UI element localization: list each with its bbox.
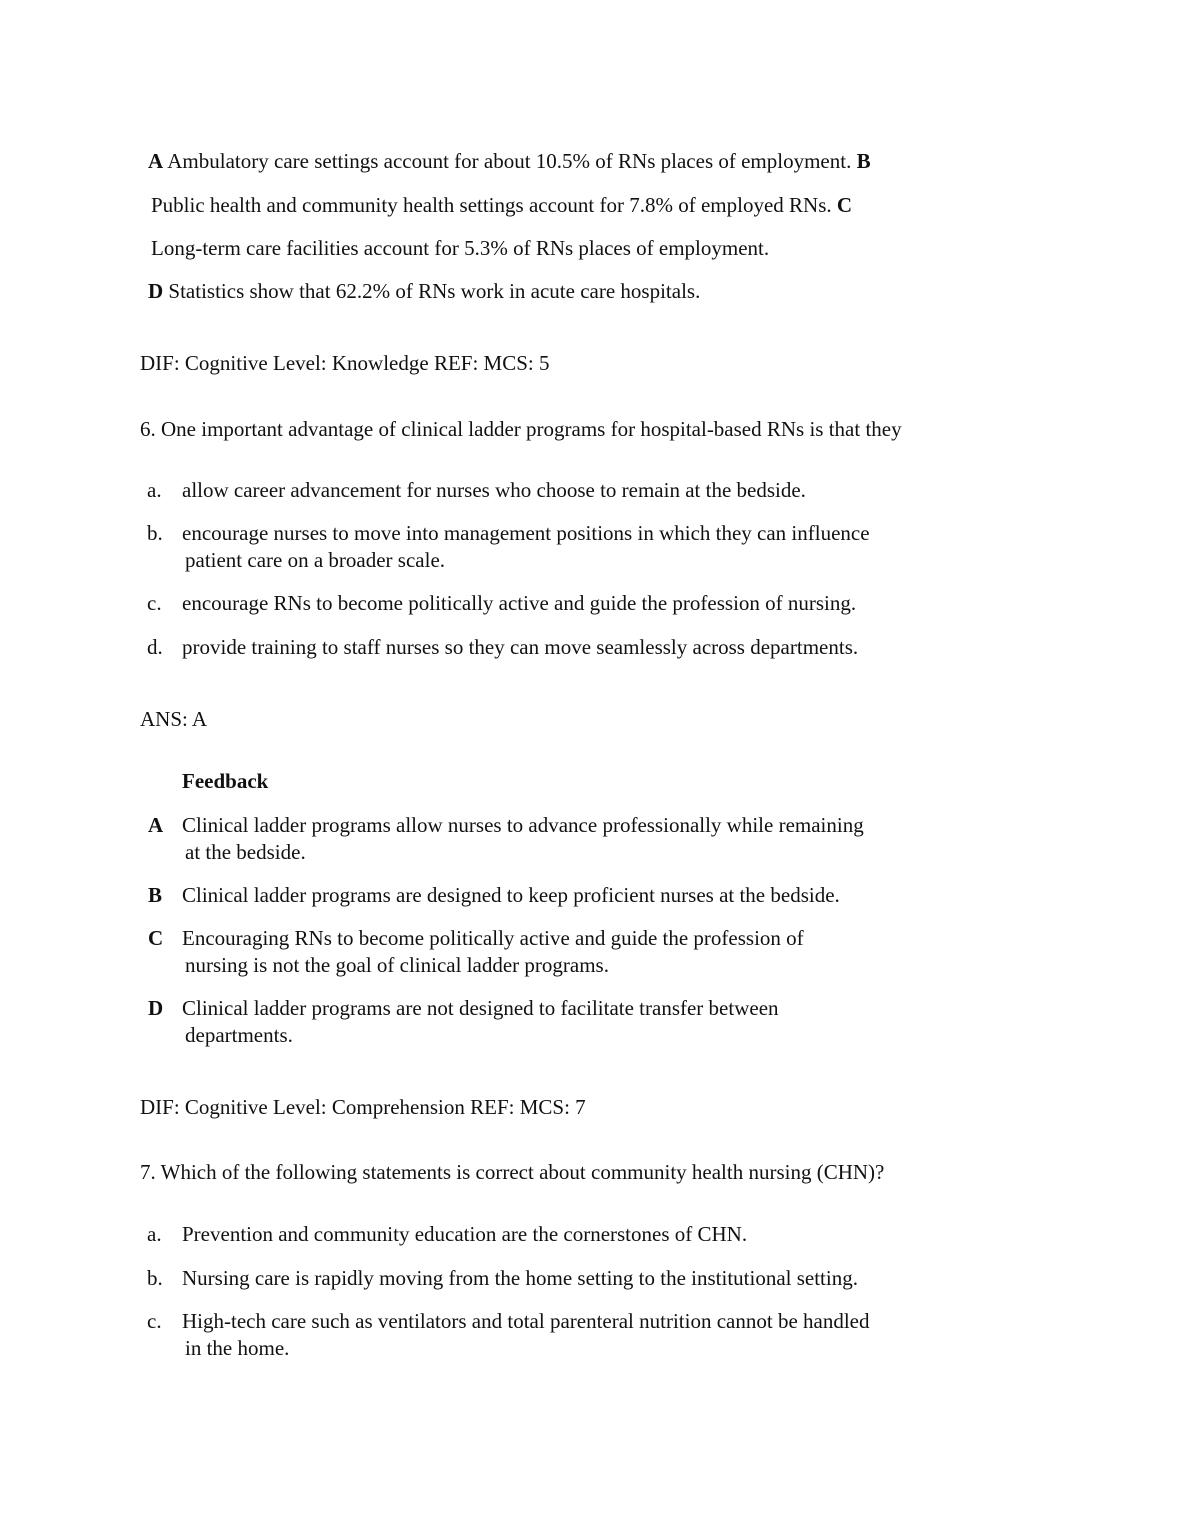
feedback-text: Clinical ladder programs allow nurses to advance professionally while remaining (182, 813, 864, 837)
q6-answer: ANS: A (140, 707, 208, 731)
option-label: a. (147, 1222, 162, 1246)
feedback-text: Encouraging RNs to become politically active and guide the profession of (182, 926, 804, 950)
feedback-label: B (148, 883, 163, 907)
option-label: b. (147, 1266, 163, 1290)
feedback-label: D (148, 996, 164, 1020)
feedback-text: Ambulatory care settings account for about 10.5% of RNs places of employment. (167, 149, 852, 173)
feedback-text-continued: nursing is not the goal of clinical ladder programs. (185, 953, 609, 977)
option-text: High-tech care such as ventilators and total parenteral nutrition cannot be handled (182, 1309, 870, 1333)
feedback-text-continued: departments. (185, 1023, 293, 1047)
q6-meta: DIF: Cognitive Level: Comprehension REF: MCS: 7 (140, 1095, 586, 1119)
feedback-text: Statistics show that 62.2% of RNs work in acute care hospitals. (168, 279, 701, 303)
option-text: allow career advancement for nurses who choose to remain at the bedside. (182, 478, 806, 502)
q6-stem: 6. One important advantage of clinical ladder programs for hospital-based RNs is that they (140, 417, 902, 441)
prev-feedback-line-3 (151, 235, 769, 261)
feedback-letter-b: B (856, 149, 871, 173)
feedback-text: Clinical ladder programs are not designed to facilitate transfer between (182, 996, 779, 1020)
option-label: c. (147, 1309, 162, 1333)
feedback-text: Public health and community health settings account for 7.8% of employed RNs. (151, 193, 832, 217)
prev-feedback-line-1 (148, 148, 871, 174)
option-text: encourage RNs to become politically active and guide the profession of nursing. (182, 591, 857, 615)
option-text: Nursing care is rapidly moving from the home setting to the institutional setting. (182, 1266, 858, 1290)
option-label: c. (147, 591, 162, 615)
prev-feedback-line-4 (148, 278, 700, 304)
feedback-label: C (148, 926, 164, 950)
feedback-label: A (148, 813, 164, 837)
prev-feedback-line-2 (151, 192, 852, 218)
option-text-continued: patient care on a broader scale. (185, 548, 446, 572)
feedback-text: Long-term care facilities account for 5.3% of RNs places of employment. (151, 236, 770, 260)
feedback-letter-a: A (148, 149, 164, 173)
feedback-text-continued: at the bedside. (185, 840, 306, 864)
option-text: encourage nurses to move into management positions in which they can influence (182, 521, 870, 545)
q5-meta: DIF: Cognitive Level: Knowledge REF: MCS: 5 (140, 351, 550, 375)
feedback-heading: Feedback (182, 769, 269, 793)
feedback-text: Clinical ladder programs are designed to keep proficient nurses at the bedside. (182, 883, 840, 907)
option-text: Prevention and community education are the cornerstones of CHN. (182, 1222, 748, 1246)
option-label: d. (147, 635, 163, 659)
option-text-continued: in the home. (185, 1336, 290, 1360)
option-label: b. (147, 521, 163, 545)
q7-stem: 7. Which of the following statements is correct about community health nursing (CHN)? (140, 1160, 885, 1184)
option-label: a. (147, 478, 162, 502)
feedback-letter-d: D (148, 279, 164, 303)
feedback-letter-c: C (836, 193, 853, 217)
option-text: provide training to staff nurses so they can move seamlessly across departments. (182, 635, 859, 659)
